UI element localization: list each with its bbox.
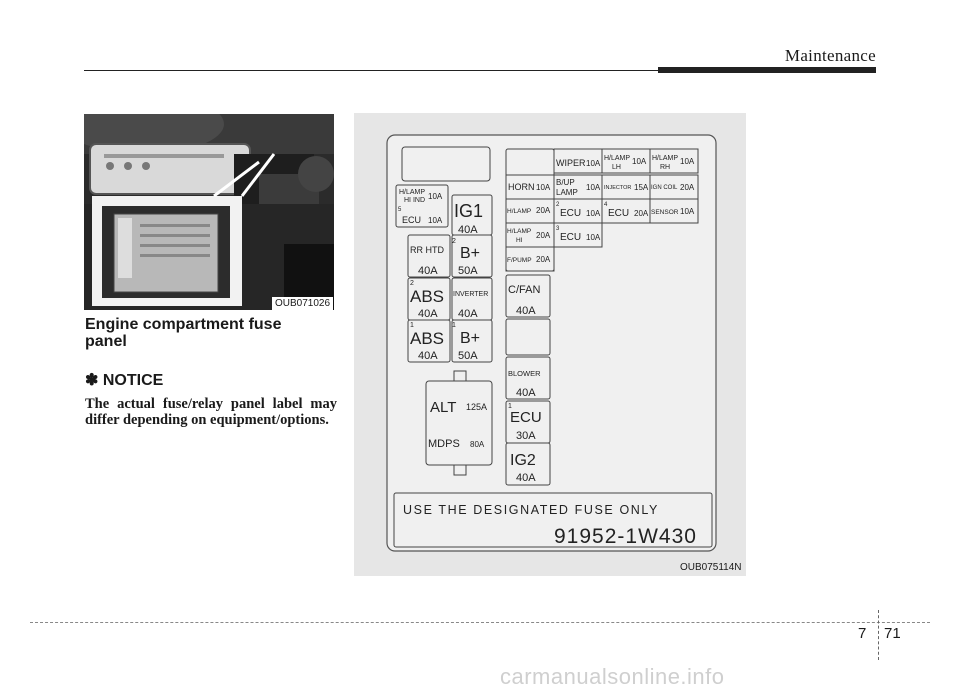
fuse-number: 2 <box>556 202 560 208</box>
watermark: carmanualsonline.info <box>500 664 725 689</box>
fuse-amp: 10A <box>586 209 601 218</box>
injector-label: INJECTOR <box>604 185 632 191</box>
diagram-code: OUB075114N <box>680 562 742 573</box>
rr-htd-label: RR HTD <box>410 245 444 255</box>
fuse-amp: 20A <box>536 206 551 215</box>
fuse-amp: 40A <box>458 224 478 236</box>
fuse-number: 2 <box>410 280 414 287</box>
hlamp-label: H/LAMP <box>604 155 631 162</box>
chapter-number: 7 <box>858 625 867 642</box>
ecu-label: ECU <box>510 409 542 426</box>
fuse-amp: 50A <box>458 265 478 277</box>
fuse-amp: 15A <box>634 183 649 192</box>
notice-heading <box>85 370 163 390</box>
page-number: 71 <box>884 625 901 642</box>
fuse-number: 1 <box>508 403 512 410</box>
fuse-amp: 10A <box>680 157 695 166</box>
designated-fuse-warning: USE THE DESIGNATED FUSE ONLY <box>403 503 659 517</box>
cfan-label: C/FAN <box>508 284 541 296</box>
fuse-amp: 10A <box>586 183 601 192</box>
fuse-amp: 40A <box>418 265 438 277</box>
fuse-amp: 20A <box>536 231 551 240</box>
fuse-number: 5 <box>398 207 402 213</box>
page-header <box>0 0 960 80</box>
fuse-number: 1 <box>410 322 414 329</box>
ecu-label: ECU <box>560 208 582 219</box>
lamp-label: LAMP <box>556 188 578 197</box>
fuse-amp: 10A <box>586 233 601 242</box>
fuse-amp: 40A <box>418 350 438 362</box>
alt-label: ALT <box>430 399 457 416</box>
lh-label: LH <box>612 164 621 171</box>
fuse-amp: 40A <box>418 308 438 320</box>
fuse-amp: 125A <box>466 402 488 412</box>
hlamp-label: H/LAMP <box>507 208 532 215</box>
engine-photo-illustration <box>84 114 334 310</box>
mdps-label: MDPS <box>428 438 460 450</box>
abs-label: ABS <box>410 287 445 306</box>
fuse-amp: 10A <box>680 207 695 216</box>
ecu-label: ECU <box>402 215 422 225</box>
fuse-amp: 10A <box>586 159 601 168</box>
footer-rule <box>30 622 930 623</box>
blower-label: BLOWER <box>508 369 541 378</box>
fuse-amp: 40A <box>516 305 536 317</box>
notice-title: NOTICE <box>102 372 164 389</box>
hi-label: HI <box>516 237 523 244</box>
fuse-panel-diagram <box>354 113 746 576</box>
fuse-number: 2 <box>452 238 456 245</box>
abs-label: ABS <box>410 329 445 348</box>
fuse-amp: 10A <box>632 157 647 166</box>
footer-divider <box>878 610 879 660</box>
photo-code: OUB071026 <box>272 297 333 310</box>
fuse-amp: 20A <box>680 183 695 192</box>
fuse-amp: 20A <box>536 255 551 264</box>
hlamp-hi-ind-line2: HI IND <box>404 197 425 204</box>
hlamp-label: H/LAMP <box>507 228 532 235</box>
hlamp-hi-ind-line1: H/LAMP <box>399 189 426 196</box>
ecu-label: ECU <box>560 232 582 243</box>
fuse-number: 3 <box>556 226 560 232</box>
fuse-amp: 80A <box>470 440 485 449</box>
fuse-number: 1 <box>452 322 456 329</box>
horn-label: HORN <box>508 182 535 192</box>
fuse-amp: 50A <box>458 350 478 362</box>
fpump-label: F/PUMP <box>507 257 532 264</box>
fuse-amp: 40A <box>458 308 478 320</box>
fuse-amp: 40A <box>516 387 536 399</box>
section-title: Engine compartment fuse panel <box>85 316 282 350</box>
rh-label: RH <box>660 164 671 171</box>
engine-compartment-photo <box>84 114 334 310</box>
fuse-amp: 30A <box>516 430 536 442</box>
fuse-number: 4 <box>604 202 608 208</box>
bplus-label: B+ <box>460 245 481 262</box>
fuse-amp: 10A <box>428 192 443 201</box>
fuse-amp: 10A <box>536 183 551 192</box>
ig2-label: IG2 <box>510 452 536 469</box>
inverter-label: INVERTER <box>453 291 489 298</box>
ig1-label: IG1 <box>454 201 484 221</box>
bplus-label: B+ <box>460 330 481 347</box>
wiper-label: WIPER <box>556 158 586 168</box>
header-bar <box>658 67 876 73</box>
chapter-title: Maintenance <box>784 46 876 65</box>
notice-body: The actual fuse/relay panel label may differ depending on equipment/options. <box>85 396 337 428</box>
fuse-amp: 40A <box>516 472 536 484</box>
ign-coil-label: IGN COIL <box>651 185 678 191</box>
fuse-panel-label <box>354 113 746 576</box>
hlamp-label: H/LAMP <box>652 155 679 162</box>
part-number: 91952-1W430 <box>554 525 697 548</box>
fuse-amp: 20A <box>634 209 649 218</box>
fuse-amp: 10A <box>428 216 443 225</box>
ecu-label: ECU <box>608 208 630 219</box>
notice-symbol: ✽ <box>85 372 99 389</box>
sensor-label: SENSOR <box>651 209 679 216</box>
bup-label: B/UP <box>556 178 575 187</box>
